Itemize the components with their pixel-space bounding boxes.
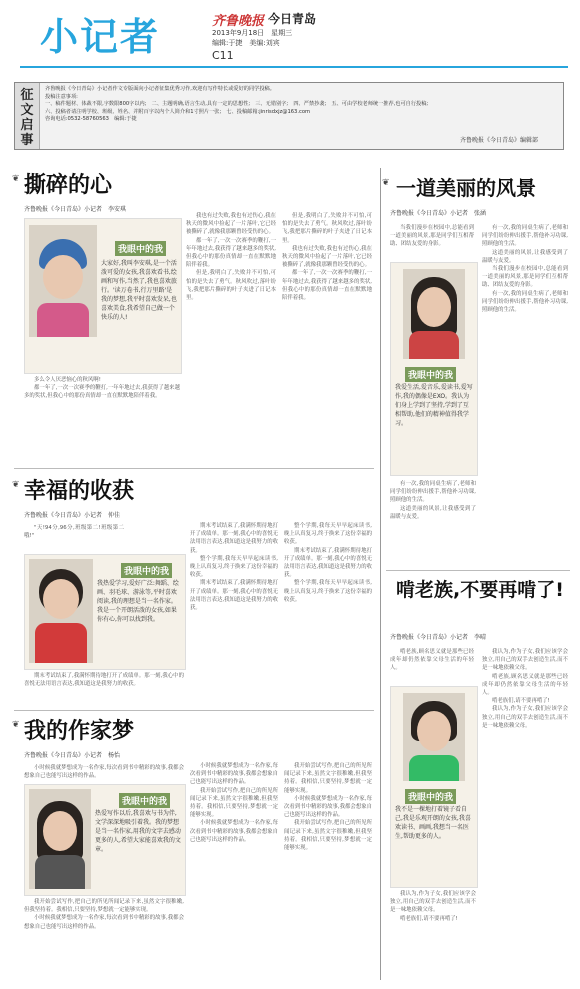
paragraph: 有一次,我的同桌生病了,老师和同学们纷纷伸出援手,帮他补习功课,照顾他的生活。: [390, 481, 476, 504]
paper-name: 齐鲁晚报: [212, 14, 265, 29]
article-body-col-2: [190, 762, 278, 978]
article-body-col-3: [282, 212, 372, 466]
paragraph: 当我们漫步在校园中,总能看到一道美丽的风景,那是同学们互相帮助、团结友爱的身影。: [390, 225, 474, 248]
article-title: 幸福的收获: [24, 479, 135, 504]
paragraph: 整个学期,我每天早早起床读书,晚上认真复习,终于换来了这份幸福的收获。: [190, 555, 278, 579]
paragraph: 期末考试结束了,我满怀期待地打开了成绩单。那一刻,我心中的喜悦无法用语言表达,我知道这是我努力的收获。: [24, 673, 184, 688]
paragraph: 我认为,作为子女,我们应该学会独立,用自己的双手去创造生活,而不是一味地依赖父母。: [390, 891, 476, 914]
card-text: 大家好,我叫李安琪,是一个活泼可爱的女孩,我喜欢看书,绘画和写作,当然了,我也喜欢旅行。'读万卷书,行万里路'是我的梦想,我平时喜欢发呆,也喜欢美食,我希望自己做一个快乐的人!: [101, 260, 177, 321]
article-body-col-2: [482, 648, 568, 980]
article-happy-harvest: [14, 474, 374, 708]
paragraph: 有一次,我的同桌生病了,老师和同学们纷纷伸出援手,帮他补习功课,照顾他的生活。: [482, 290, 568, 314]
paragraph: 都一年了,一次一次赛季的鞭打,一年年地过去,我获得了越来越多的奖状,但我心中的那份真情却一直在默默地陪伴着我。: [282, 270, 372, 302]
ornament-icon: ❦: [12, 174, 20, 184]
article-byline: 齐鲁晚报《今日青岛》小记者 李晴: [390, 634, 487, 641]
paragraph: 期末考试结束了,我满怀期待地打开了成绩单。那一刻,我心中的喜悦无法用语言表达,我知道这是我努力的收获。: [190, 523, 278, 554]
paragraph: 我开始尝试写作,把自己的所见所闻记录下来,虽然文字很稚嫩,但我坚持着。我相信,只要坚持,梦想就一定能够实现。: [284, 763, 372, 794]
article-lead: [390, 648, 474, 684]
paragraph: 这道美丽的风景,让我感受到了温暖与友爱。: [390, 505, 476, 520]
column-divider: [380, 168, 381, 980]
article-body-col-1: [24, 672, 184, 706]
article-separator: [14, 468, 374, 469]
student-photo: [403, 693, 465, 781]
profile-card: [24, 218, 182, 374]
card-text: 热爱写作以后,我喜欢与书为伴,文学深深地吸引着我。我的梦想是当一名作家,用我的文字去感动更多的人,希望大家能喜欢我的文章。: [95, 810, 181, 853]
paragraph: 但是,我明白了,失败并不可怕,可怕的是失去了勇气。秋风吹过,落叶纷飞,我把那片撕碎的叶子夹进了日记本里。: [282, 213, 372, 244]
paragraph: 期末考试结束了,我满怀期待地打开了成绩单。那一刻,我心中的喜悦无法用语言表达,我知道这是我努力的收获。: [190, 580, 278, 612]
editor-credit: 编辑:于捷 美编:刘宾: [212, 39, 280, 47]
card-title: 我眼中的我: [121, 563, 172, 578]
profile-card: [24, 554, 186, 670]
paragraph: 小时候我就梦想成为一名作家,每次看到书中精彩的故事,我都会想象自己也能写出这样的作品。: [24, 765, 184, 780]
paragraph: 小时候我就梦想成为一名作家,每次看到书中精彩的故事,我都会想象自己也能写出这样的作品。: [190, 763, 278, 786]
paragraph: 但是,我明白了,失败并不可怕,可怕的是失去了勇气。秋风吹过,落叶纷飞,我把那片撕碎的叶子夹进了日记本里。: [186, 270, 276, 302]
article-title: 啃老族,不要再啃了!: [396, 579, 564, 601]
article-body-col-2: [482, 224, 568, 564]
section-title: 小记者: [40, 15, 161, 59]
notice-signature: 齐鲁晚报《今日青岛》编辑部: [460, 137, 539, 144]
paragraph: 当我们漫步在校园中,总能看到一道美丽的风景,那是同学们互相帮助、团结友爱的身影。: [482, 266, 568, 289]
paragraph: 有一次,我的同桌生病了,老师和同学们纷纷伸出援手,帮他补习功课,照顾他的生活。: [482, 225, 568, 248]
paragraph: 啃老族,顾名思义就是那些已经成年却仍然依靠父母生活的年轻人。: [482, 673, 568, 697]
article-title: 一道美丽的风景: [396, 176, 536, 200]
paragraph: 我开始尝试写作,把自己的所见所闻记录下来,虽然文字很稚嫩,但我坚持着。我相信,只要坚持,梦想就一定能够实现。: [190, 787, 278, 819]
article-lead: [24, 524, 124, 552]
paragraph: 整个学期,我每天早早起床读书,晚上认真复习,终于换来了这份幸福的收获。: [284, 523, 372, 546]
article-body-col-1: [24, 376, 180, 466]
article-title: 撕碎的心: [24, 173, 113, 198]
student-photo: [29, 559, 93, 663]
notice-line: 咨询电话:0532-58760563 编辑:于捷: [45, 116, 137, 123]
paragraph: 这道美丽的风景,让我感受到了温暖与友爱。: [482, 249, 568, 264]
paragraph: 整个学期,我每天早早起床读书,晚上认真复习,终于换来了这份幸福的收获。: [284, 580, 372, 603]
paragraph: 我开始尝试写作,把自己的所见所闻记录下来,虽然文字很稚嫩,但我坚持着。我相信,只要坚持,梦想就一定能够实现。: [284, 820, 372, 852]
paragraph: 都一年了,一次一次赛季的鞭打,一年年地过去,我获得了越来越多的奖状,但我心中的那份真情却一直在默默地陪伴着我。: [24, 385, 180, 400]
paper-subtitle: 今日青岛: [268, 12, 317, 26]
article-separator: [14, 710, 374, 711]
article-byline: 齐鲁晚报《今日青岛》小记者 杨怡: [24, 752, 121, 759]
article-separator: [386, 570, 570, 571]
card-title: 我眼中的我: [115, 241, 166, 256]
article-beautiful-scenery: [382, 168, 570, 568]
profile-card: [24, 784, 186, 896]
article-byline: 齐鲁晚报《今日青岛》小记者 仲佳: [24, 512, 121, 519]
notice-line: 齐鲁晚报《今日青岛》小记者作文专版面向小记者征集优秀习作,欢迎有写作特长或爱好的同学投稿。: [45, 86, 275, 92]
article-title: 我的作家梦: [24, 719, 135, 744]
paragraph: 多么令人厌恶恼心的秋风啊!: [34, 377, 101, 383]
profile-card: [390, 262, 478, 476]
card-text: 我热爱学习,爱好广泛:舞蹈、绘画、羽毛球、游泳等,平时喜欢阅读,我的理想是当一名作家。我是一个开朗活泼的女孩,如果你有心,你可以找到我。: [97, 580, 179, 623]
masthead: [0, 0, 580, 68]
paragraph: 我开始尝试写作,把自己的所见所闻记录下来,虽然文字很稚嫩,但我坚持着。我相信,只要坚持,梦想就一定能够实现。: [24, 899, 184, 914]
paragraph: 啃老族们,请不要再啃了!: [400, 915, 458, 922]
card-title: 我眼中的我: [405, 367, 456, 382]
paragraph: 啃老族们,请不要再啃了!: [492, 698, 550, 705]
notice-line: 投稿注意事项:: [45, 93, 78, 100]
article-writer-dream: [14, 714, 374, 984]
ornament-icon: ❦: [382, 178, 390, 188]
notice-line: 一、稿件题材、体裁不限,字数限800字以内; 二、主题明确,语言生动,具有一定的思想性; 三、无错别字; 四、严禁抄袭; 五、可由学校老师统一推荐,也可自行投稿;: [45, 101, 429, 108]
masthead-rule: [20, 66, 568, 68]
profile-card: [390, 686, 478, 888]
card-text: 我不是一棵地打着镜子看自己,我是乐观开朗的女孩,我喜欢读书、画画,我想当一名医生,帮助更多的人。: [395, 806, 471, 840]
notice-label: 征文启事: [20, 88, 34, 148]
article-byline: 齐鲁晚报《今日青岛》小记者 李安琪: [24, 206, 127, 213]
article-body-col-2: [186, 212, 276, 466]
article-byline: 齐鲁晚报《今日青岛》小记者 张涵: [390, 210, 487, 217]
card-text: 我爱生活,爱音乐,爱读书,爱写作,我的偶像是EXO。我认为们身上学到了坚持,学到了互相帮助,他们的精神值得我学习。: [395, 384, 473, 427]
article-torn-heart: [14, 160, 374, 470]
article-body-col-1: [24, 898, 184, 978]
student-photo: [29, 225, 97, 337]
paragraph: "天!94分,96分,班级第二!班级第二哦!": [24, 525, 124, 540]
notice-label-bar: [15, 83, 40, 149]
article-lead: [24, 764, 184, 782]
paragraph: 啃老族,顾名思义就是那些已经成年却仍然依靠父母生活的年轻人。: [390, 649, 474, 672]
call-for-papers-box: [14, 82, 564, 150]
card-title: 我眼中的我: [119, 793, 170, 808]
card-title: 我眼中的我: [405, 789, 456, 804]
article-body-col-1: [390, 890, 476, 980]
student-photo: [403, 269, 465, 359]
student-photo: [29, 789, 91, 889]
paragraph: 都一年了,一次一次赛季的鞭打,一年年地过去,我获得了越来越多的奖状,但我心中的那份真情却一直在默默地陪伴着我。: [186, 237, 276, 269]
paragraph: 小时候我就梦想成为一名作家,每次看到书中精彩的故事,我都会想象自己也能写出这样的作品。: [190, 820, 278, 843]
paragraph: 期末考试结束了,我满怀期待地打开了成绩单。那一刻,我心中的喜悦无法用语言表达,我知道这是我努力的收获。: [284, 547, 372, 579]
article-body-col-1: [390, 480, 476, 564]
article-body-col-2: [190, 522, 278, 706]
paragraph: 小时候我就梦想成为一名作家,每次看到书中精彩的故事,我都会想象自己也能写出这样的作品。: [284, 795, 372, 819]
issue-date: 2013年9月18日 星期三: [212, 29, 293, 37]
page-number: C11: [212, 49, 234, 62]
paragraph: 我也有过失败,我也有过伤心,我在秋天的微风中捡起了一片落叶,它已经被撕碎了,就像我那颗曾经受伤的心。: [282, 245, 372, 269]
ornament-icon: ❦: [12, 480, 20, 490]
article-body-col-3: [284, 522, 372, 706]
ornament-icon: ❦: [12, 720, 20, 730]
article-stop-leeching: [386, 578, 570, 984]
notice-line: 六、投稿者请注明学校、班级、姓名、并附百字以内个人简介和1寸照片一张; 七、投稿邮箱:jinrisdxjz@163.com: [45, 108, 311, 115]
notice-body: [45, 86, 553, 124]
article-body-col-3: [284, 762, 372, 978]
paragraph: 我认为,作为子女,我们应该学会独立,用自己的双手去创造生活,而不是一味地依赖父母。: [482, 706, 568, 729]
paragraph: 我认为,作为子女,我们应该学会独立,用自己的双手去创造生活,而不是一味地依赖父母。: [482, 649, 568, 672]
paragraph: 小时候我就梦想成为一名作家,每次看到书中精彩的故事,我都会想象自己也能写出这样的作品。: [24, 915, 184, 930]
article-lead: [390, 224, 474, 260]
paragraph: 我也有过失败,我也有过伤心,我在秋天的微风中捡起了一片落叶,它已经被撕碎了,就像我那颗曾经受伤的心。: [186, 213, 276, 236]
